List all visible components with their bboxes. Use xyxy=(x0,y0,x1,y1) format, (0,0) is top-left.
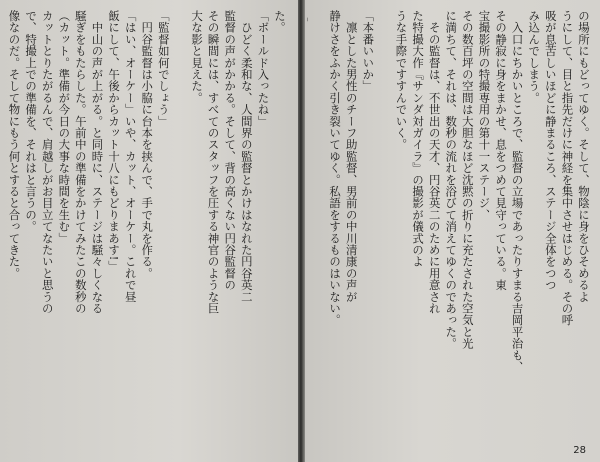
left-page-text-column: 中山の声が上がる。と同時に、ステージは騒々しくなる xyxy=(90,10,105,315)
right-page-text-column: 「本番いいか」 xyxy=(361,10,376,92)
left-page-text-column: カットとりたがるんで、肩越しがお目立てなたいと思うの xyxy=(40,10,55,315)
right-page xyxy=(303,0,600,462)
left-page-text-column: た。 xyxy=(273,10,287,34)
left-page-text-column: ひどく柔和な、人間界の監督とかけはなれた円谷英二 xyxy=(239,10,254,303)
left-page-text-column: 騒ぎをもたらした。午前中の準備をかけてみたこの数秒の xyxy=(73,10,88,315)
right-page-text-column: 静けさをふかく引き裂いてゆく。私語をするものはいない。 xyxy=(328,10,343,326)
right-page-text-column: その監督は、不世出の天才、円谷英二のために用意され xyxy=(427,10,442,315)
left-page-text-column: 大な影と見えた。 xyxy=(190,10,205,104)
right-page-text-column: その数百坪の空間は大胆なほど沈黙の折りに充たされた空気と光 xyxy=(460,10,475,350)
right-page-text-column xyxy=(310,10,327,440)
left-page xyxy=(0,0,298,462)
left-page-text-column: 「監督如何でしょう」 xyxy=(156,10,171,127)
right-page-text-column: うな手際ですすんでいく。 xyxy=(394,10,409,151)
left-page-text-column xyxy=(172,10,189,440)
left-page-text-column: で、特撮上での準備を、それはと言うの。 xyxy=(24,10,39,233)
right-page-text-column: 入口にちかいところで、監督の立場であったりすまる吉岡平治も、 xyxy=(510,10,525,373)
left-page-text xyxy=(6,10,288,440)
left-page-text-column: 「はい、オーケー」いや、カット、オーケー。これで昼 xyxy=(123,10,138,303)
right-page-text xyxy=(307,10,592,440)
right-page-text-column: 宝撮影所の特撮専用の第十一ステージ、 xyxy=(477,10,492,221)
right-page-text-column: た特撮大作『サンダ対ガイラ』の撮影が儀式のよ xyxy=(411,10,426,268)
left-page-text-column: 像なのだ。そして物にもう何とすると合ってきた。 xyxy=(7,10,22,280)
right-page-text-column: 凛とした男性のチーフ助監督、男前の中川清康の声が xyxy=(344,10,359,303)
left-page-text-column: 「ボールド入ったね」 xyxy=(256,10,271,127)
left-page-text-column: （カット。準備が今日の大事な時間を生む」 xyxy=(57,10,72,244)
left-page-text-column: 監督の声がかかる。そして、背の高くない円谷監督の xyxy=(223,10,238,291)
right-page-text-column: に満ちて、それは、数秒の流れを浴びて消えてゆくのであった。 xyxy=(444,10,459,350)
right-page-text-column xyxy=(307,10,310,440)
left-page-text-column: その瞬間には、すべてのスタッフを圧する神官のような巨 xyxy=(206,10,221,315)
page-number: 28 xyxy=(573,445,586,456)
left-page-text-column: 飯にして、午後からカット十八にもどりまあす!」 xyxy=(107,10,122,273)
right-page-text-column: み込んでしまう。 xyxy=(527,10,542,104)
right-page-text-column xyxy=(376,10,393,440)
left-page-text-column: 円谷監督は小脇に台本を挟んで、手で丸を作る。 xyxy=(140,10,155,280)
right-page-text-column: 吸が息苦しいほどに静まるころ、ステージ全体をつつ xyxy=(543,10,558,291)
right-page-text-column: の場所にもどってゆく。そして、物陰に身をひそめるよ xyxy=(577,10,591,303)
right-page-text-column: うにして、目と指先だけに神経を集中させはじめる。その呼 xyxy=(560,10,575,326)
right-page-text-column: その静寂に身をまかせ、息をつめて見守っている。東 xyxy=(494,10,509,291)
